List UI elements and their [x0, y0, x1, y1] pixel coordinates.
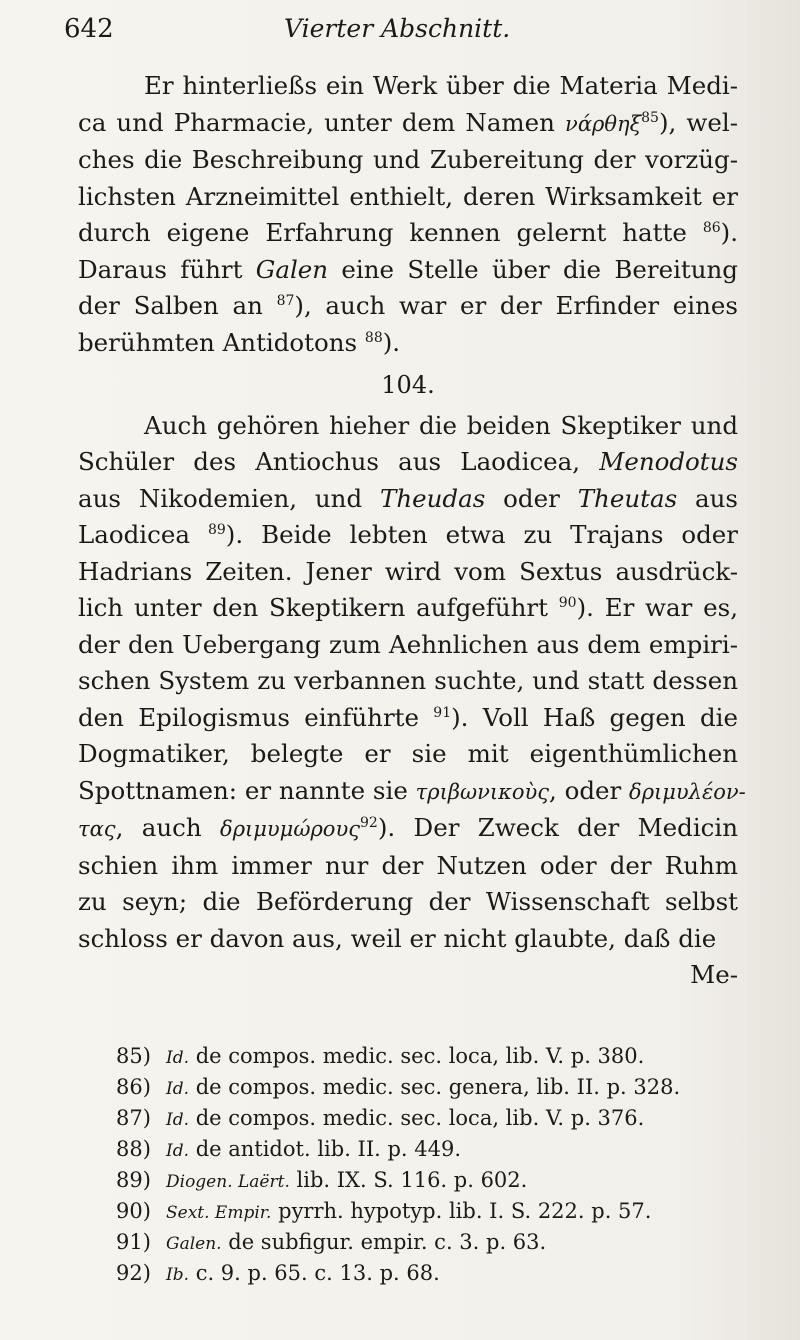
text-run: den Epilogismus einführte: [78, 702, 434, 732]
text-run: oder: [485, 483, 578, 513]
text-run: aus: [677, 483, 738, 513]
footnote-number: 88): [116, 1137, 151, 1161]
footnote-source: Id.: [166, 1141, 190, 1161]
footnote-number: 91): [116, 1230, 151, 1254]
paragraph-2-line: [78, 408, 738, 445]
text-run: lich unter den Skeptikern aufgeführt: [78, 593, 559, 622]
text-run: ca und Pharmacie, unter dem Namen: [78, 107, 566, 137]
text-run: Daraus führt: [78, 254, 256, 284]
paragraph-1-line: [78, 105, 738, 143]
paragraph-2-line: [78, 517, 738, 554]
footnote-reference: 89: [207, 521, 226, 538]
page-number: 642: [64, 14, 114, 44]
person-name: Theutas: [577, 483, 678, 513]
greek-word: νάρθηξ: [565, 111, 642, 136]
footnote-text: de subfigur. empir. c. 3. p. 63.: [221, 1230, 547, 1254]
section-number: 104.: [381, 371, 435, 399]
footnote: [116, 1135, 736, 1166]
footnote: [116, 1042, 736, 1073]
footnote-number: 92): [116, 1261, 151, 1285]
footnote-number: 85): [116, 1044, 151, 1068]
paragraph-2-line: [78, 700, 738, 737]
footnote-reference: 85: [641, 109, 659, 126]
footnote-source: Ib.: [166, 1265, 190, 1285]
text-run: der Salben an: [78, 291, 277, 320]
text-run: ). Er war es,: [576, 593, 738, 622]
catchword: Me-: [690, 960, 738, 989]
footnotes: [116, 1042, 736, 1290]
footnote-reference: 86: [702, 219, 721, 236]
footnote-reference: 88: [364, 329, 383, 346]
text-run: Auch gehören hieher die beiden Skeptiker und: [144, 410, 738, 440]
paragraph-2-line: [78, 810, 738, 848]
paragraph-2: [78, 408, 746, 958]
paragraph-1-line: [78, 325, 738, 362]
text-run: ), wel-: [658, 107, 739, 137]
footnote-source: Diogen. Laërt.: [166, 1172, 290, 1192]
footnote-source: Id.: [166, 1110, 190, 1130]
text-run: Spottnamen: er nannte sie: [78, 775, 416, 805]
footnote-reference: 92: [359, 814, 378, 831]
paragraph-2-line: [78, 554, 738, 591]
text-run: berühmten Antidotons: [78, 327, 365, 357]
text-run: ).: [720, 218, 738, 247]
text-run: der den Uebergang zum Aehnlichen aus dem empiri-: [78, 629, 738, 659]
footnote-number: 90): [116, 1199, 151, 1223]
text-run: aus Nikodemien, und: [78, 483, 381, 513]
person-name: Theudas: [380, 483, 486, 513]
body-text: [78, 68, 746, 994]
text-run: schloss er davon aus, weil er nicht glaubte, daß die: [78, 923, 717, 953]
text-run: schien ihm immer nur der Nutzen oder der Ruhm: [78, 850, 738, 880]
footnote-text: de antidot. lib. II. p. 449.: [189, 1137, 462, 1161]
greek-word: δριμυλέον-: [629, 779, 746, 804]
paragraph-2-line: [78, 773, 746, 811]
footnote: [116, 1104, 736, 1135]
footnote-source: Galen.: [166, 1234, 222, 1254]
paragraph-2-line: [78, 444, 738, 481]
footnote-text: lib. IX. S. 116. p. 602.: [289, 1168, 528, 1192]
footnote-number: 89): [116, 1168, 151, 1192]
text-run: Er hinterließs ein Werk über die Materia Medi-: [144, 71, 738, 100]
greek-word: τριβωνικοὺς: [415, 779, 550, 804]
footnote-reference: 87: [276, 292, 295, 309]
paragraph-2-line: [78, 736, 738, 773]
text-run: ). Voll Haß gegen die: [451, 702, 738, 732]
greek-word: τας: [78, 817, 116, 841]
paragraph-1-line: [78, 68, 738, 105]
text-run: ), auch war er der Erfinder eines: [294, 291, 738, 320]
paragraph-2-line: [78, 481, 738, 518]
paragraph-1-line: [78, 179, 738, 216]
footnote-text: c. 9. p. 65. c. 13. p. 68.: [189, 1261, 440, 1285]
running-head: Vierter Abschnitt.: [284, 14, 511, 43]
footnote-source: Id.: [166, 1048, 190, 1068]
text-run: Laodicea: [78, 520, 208, 549]
text-run: Dogmatiker, belegte er sie mit eigenthümlichen: [78, 739, 738, 768]
text-run: durch eigene Erfahrung kennen gelernt hatte: [78, 218, 703, 247]
text-run: zu seyn; die Beförderung der Wissenschaft selbst: [78, 887, 738, 916]
paragraph-2-line: [78, 627, 738, 664]
greek-word: δριμυμώρους: [220, 817, 360, 841]
paragraph-1-line: [78, 142, 738, 179]
page-header: [64, 14, 744, 54]
text-run: Schüler des Antiochus aus Laodicea,: [78, 447, 600, 476]
person-name: Menodotus: [599, 447, 738, 476]
footnote-text: pyrrh. hypotyp. lib. I. S. 222. p. 57.: [271, 1199, 652, 1223]
text-run: schen System zu verbannen suchte, und statt dessen: [78, 666, 738, 695]
footnote: [116, 1197, 736, 1228]
paragraph-2-line: [78, 921, 738, 958]
footnote: [116, 1228, 736, 1259]
footnote-source: Sext. Empir.: [166, 1203, 272, 1223]
footnote-source: Id.: [166, 1079, 190, 1099]
text-run: ).: [382, 327, 401, 357]
footnote-text: de compos. medic. sec. genera, lib. II. p. 328.: [189, 1075, 681, 1099]
text-run: ches die Beschreibung und Zubereitung der vorzüg-: [78, 145, 738, 174]
footnote-text: de compos. medic. sec. loca, lib. V. p. 376.: [189, 1106, 645, 1130]
footnote-reference: 90: [558, 594, 577, 611]
paragraph-1-line: [78, 215, 738, 252]
paragraph-1-line: [78, 252, 738, 289]
text-run: Hadrians Zeiten. Jener wird vom Sextus ausdrück-: [78, 556, 738, 586]
text-run: , auch: [115, 813, 221, 842]
footnote: [116, 1073, 736, 1104]
paragraph-2-line: [78, 663, 738, 700]
footnote-number: 87): [116, 1106, 151, 1130]
paragraph-1: [78, 68, 738, 361]
footnote: [116, 1166, 736, 1197]
footnote-text: de compos. medic. sec. loca, lib. V. p. 380.: [189, 1044, 645, 1068]
footnote: [116, 1259, 736, 1290]
footnote-reference: 91: [433, 704, 452, 721]
footnote-number: 86): [116, 1075, 151, 1099]
text-run: , oder: [549, 775, 630, 805]
paragraph-1-line: [78, 288, 738, 325]
text-run: eine Stelle über die Bereitung: [328, 254, 738, 284]
paragraph-2-line: [78, 884, 738, 921]
text-run: lichsten Arzneimittel enthielt, deren Wirksamkeit er: [78, 181, 738, 211]
person-name: Galen: [255, 254, 329, 284]
paragraph-2-line: [78, 590, 738, 627]
text-run: ). Der Zweck der Medicin: [377, 813, 739, 842]
text-run: ). Beide lebten etwa zu Trajans oder: [225, 520, 738, 549]
paragraph-2-line: [78, 848, 738, 885]
